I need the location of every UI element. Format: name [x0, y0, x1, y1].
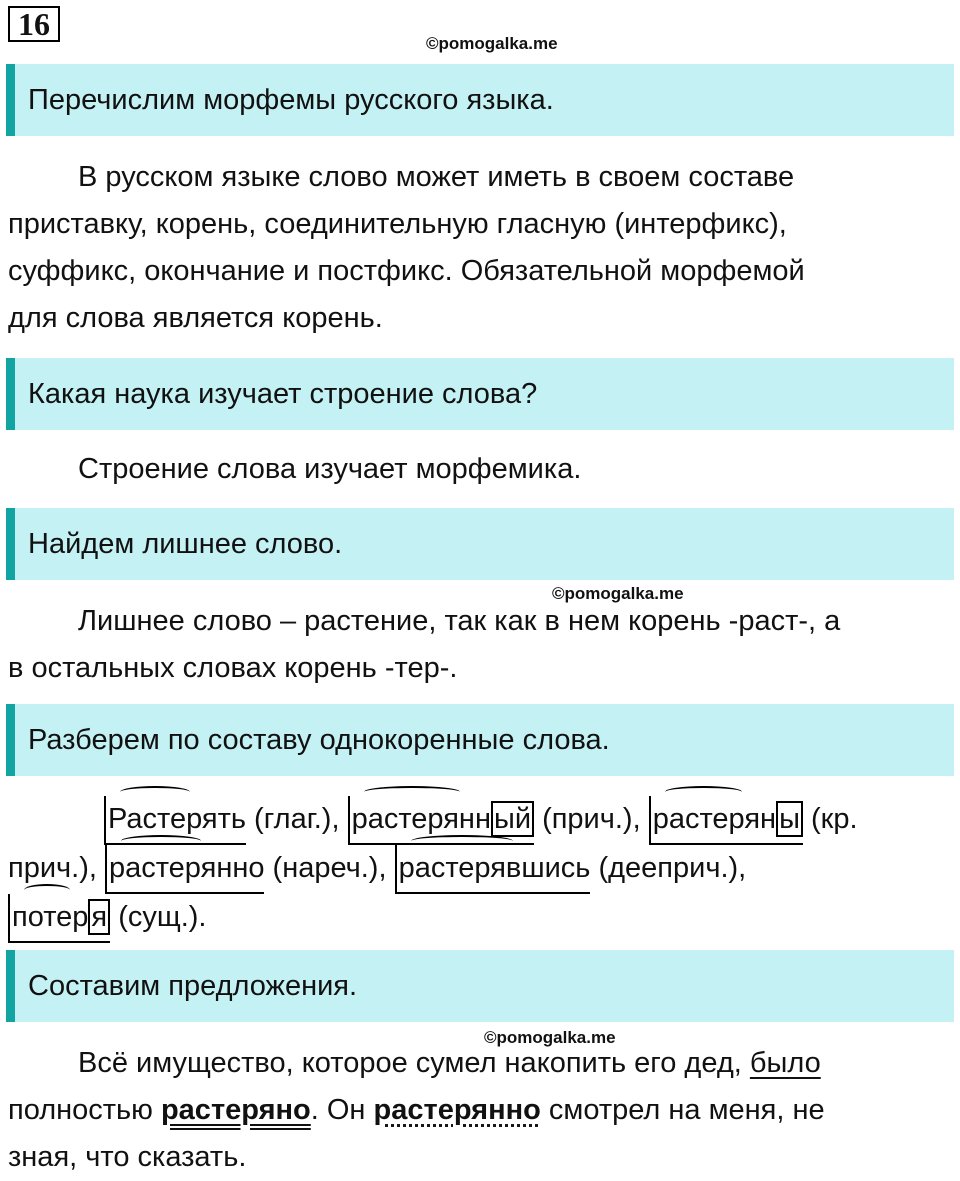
word-base: растерянн	[351, 803, 491, 835]
heading-band-analysis	[6, 704, 954, 776]
predicate-word: было	[749, 1047, 821, 1079]
text-line: для слова является корень.	[8, 302, 383, 334]
root-arc	[364, 786, 461, 798]
word-base: растерян	[652, 803, 777, 835]
word-base: потер	[12, 901, 89, 933]
word-note: (прич.),	[534, 803, 649, 835]
watermark: ©pomogalka.me	[484, 1028, 616, 1047]
paragraph-sentences	[8, 1040, 938, 1181]
ending-box: ы	[776, 801, 803, 837]
word: Растерять	[108, 803, 246, 835]
heading-morphemes: Перечислим морфемы русского языка.	[28, 83, 554, 116]
root-arc	[411, 835, 513, 847]
watermark: ©pomogalka.me	[426, 34, 558, 53]
heading-sentences: Составим предложения.	[28, 969, 358, 1002]
heading-accent-bar	[6, 704, 15, 776]
sentence-text: смотрел на меня, не	[540, 1094, 825, 1126]
text-line: суффикс, окончание и постфикс. Обязательной морфемой	[8, 255, 805, 287]
heading-accent-bar	[6, 64, 15, 136]
root-arc	[121, 835, 202, 847]
heading-accent-bar	[6, 508, 15, 580]
text-line: Строение слова изучает морфемика.	[78, 453, 582, 485]
sentence-text: . Он	[310, 1094, 374, 1126]
sentence-text: полностью	[8, 1094, 161, 1126]
word-note: (глаг.),	[246, 803, 348, 835]
word-analysis-5	[395, 845, 591, 894]
paragraph-science	[8, 446, 938, 493]
word-note: (сущ.).	[110, 901, 207, 933]
root-arc	[24, 884, 70, 896]
heading-analysis: Разберем по составу однокоренные слова.	[28, 723, 610, 756]
word-analysis-6	[8, 894, 110, 943]
word: растерявшись	[398, 852, 591, 884]
text-line: в остальных словах корень -тер-.	[8, 652, 458, 684]
heading-band-extra-word	[6, 508, 954, 580]
word-analysis-4	[105, 845, 265, 894]
word-note: прич.),	[8, 852, 105, 884]
watermark: ©pomogalka.me	[552, 584, 684, 603]
heading-accent-bar	[6, 950, 15, 1022]
sentence-text: зная, что сказать.	[8, 1141, 247, 1173]
text-line: Лишнее слово – растение, так как в нем корень -раст-, а	[78, 605, 841, 637]
heading-band-science	[6, 358, 954, 430]
paragraph-morphemes	[8, 154, 938, 342]
word-analysis-3	[649, 796, 803, 845]
heading-band-sentences	[6, 950, 954, 1022]
text-line: В русском языке слово может иметь в своем составе	[78, 161, 795, 193]
word-note: (дееприч.),	[590, 852, 747, 884]
heading-accent-bar	[6, 358, 15, 430]
predicate-word-bold: растеряно	[160, 1094, 311, 1126]
paragraph-extra-word	[8, 598, 938, 692]
text-line: приставку, корень, соединительную гласную (интерфикс),	[8, 208, 787, 240]
word-note: (кр.	[802, 803, 858, 835]
paragraph-word-analysis	[8, 796, 938, 943]
root-arc	[665, 786, 742, 798]
task-number: 16	[8, 6, 60, 42]
heading-band-morphemes	[6, 64, 954, 136]
heading-science: Какая наука изучает строение слова?	[28, 377, 538, 410]
ending-box: ый	[491, 801, 534, 837]
sentence-text: Всё имущество, которое сумел накопить его дед,	[78, 1047, 750, 1079]
root-arc	[120, 786, 190, 798]
word-note: (нареч.),	[264, 852, 395, 884]
adverb-word-bold: растерянно	[373, 1094, 541, 1126]
heading-extra-word: Найдем лишнее слово.	[28, 527, 343, 560]
word: растерянно	[108, 852, 265, 884]
ending-box: я	[88, 899, 110, 935]
